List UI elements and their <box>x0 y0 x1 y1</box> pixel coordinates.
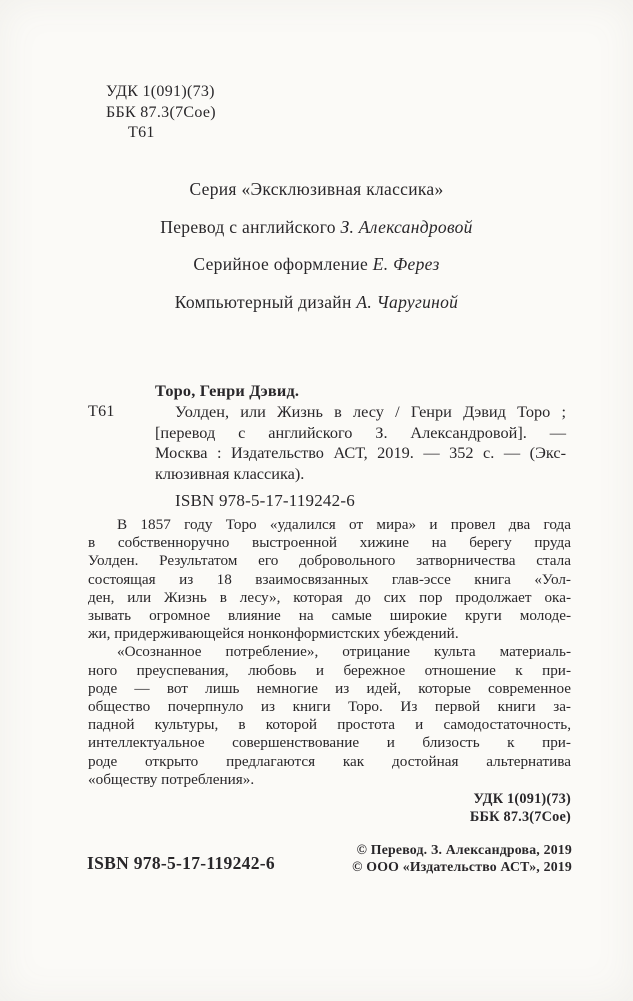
bibliographic-record <box>155 381 566 512</box>
text-line: клюзивная классика). <box>155 464 305 484</box>
text-line: «обществу потребления». <box>88 770 255 788</box>
text-line: роде открыто предлагаются как достойная альтернатива <box>88 752 571 770</box>
copyright-line-publisher: © ООО «Издательство АСТ», 2019 <box>352 859 572 874</box>
series-label: Серия «Эксклюзивная классика» <box>189 179 444 199</box>
annotation-block <box>88 516 571 826</box>
credit-person-name: Е. Ферез <box>372 254 440 275</box>
text-line: падной культуры, в которой простота и самодостаточность, <box>88 716 571 734</box>
credit-person-name: З. Александровой <box>340 216 473 237</box>
udc-bbk-right-block <box>88 791 571 826</box>
translation-credit-line <box>0 209 633 247</box>
credit-person-name: А. Чаругиной <box>356 291 459 312</box>
series-title-line <box>0 171 633 209</box>
bib-isbn: ISBN 978-5-17-119242-6 <box>175 490 355 510</box>
credit-label: Компьютерный дизайн <box>174 291 357 312</box>
bib-description <box>155 402 566 485</box>
text-line: Уолден. Результатом его добровольного затворничества стала <box>88 552 571 570</box>
text-line: в собственноручно выстроенной хижине на берегу пруда <box>88 534 571 552</box>
text-line: [перевод с английского З. Александровой]. — <box>155 422 566 442</box>
credit-label: Серийное оформление <box>193 254 373 275</box>
design-credit-line <box>0 246 633 284</box>
udc-line: УДК 1(091)(73) <box>106 83 215 100</box>
bib-author-heading: Торо, Генри Дэвид. <box>155 381 300 400</box>
text-line: состоящая из 18 взаимосвязанных глав-эссе книга «Уол- <box>88 570 571 588</box>
text-line: общество почерпнуло из книги Торо. Из первой книги за- <box>88 698 571 716</box>
credit-label: Перевод с английского <box>160 216 341 237</box>
series-block <box>0 171 633 321</box>
text-line: «Осознанное потребление», отрицание культа материаль- <box>117 643 571 661</box>
author-sign-code: Т61 <box>128 124 155 141</box>
text-line: Москва : Издательство АСТ, 2019. — 352 с. — (Экс- <box>155 443 566 463</box>
annotation-paragraph-2 <box>88 643 571 789</box>
bbk-line: ББК 87.3(7Сое) <box>106 103 216 121</box>
text-line: ден, или Жизнь в лесу», которая до сих пор продолжает ока- <box>88 588 571 606</box>
text-line: жи, придерживающейся нонконформистских убеждений. <box>88 625 459 643</box>
text-line: ного преуспевания, любовь и бережное отношение к при- <box>88 661 571 679</box>
udc-bbk-block <box>106 82 216 144</box>
annotation-paragraph-1 <box>88 516 571 643</box>
text-line: роде — вот лишь немногие из идей, которые современное <box>88 679 571 697</box>
text-line: интеллектуальное совершенствование и близость к при- <box>88 734 571 752</box>
computer-design-credit-line <box>0 284 633 322</box>
text-line: зывать огромное влияние на самые широкие круги молоде- <box>88 607 571 625</box>
udc-line-right: УДК 1(091)(73) <box>473 791 571 808</box>
bib-entry-code: Т61 <box>88 403 115 420</box>
copyright-block <box>352 841 572 875</box>
text-line: Уолден, или Жизнь в лесу / Генри Дэвид Торо ; <box>175 401 566 421</box>
copyright-line-translation: © Перевод. З. Александрова, 2019 <box>356 842 572 857</box>
footer-isbn: ISBN 978-5-17-119242-6 <box>87 853 275 873</box>
text-line: В 1857 году Торо «удалился от мира» и провел два года <box>117 516 571 533</box>
bbk-line-right: ББК 87.3(7Сое) <box>469 808 571 825</box>
